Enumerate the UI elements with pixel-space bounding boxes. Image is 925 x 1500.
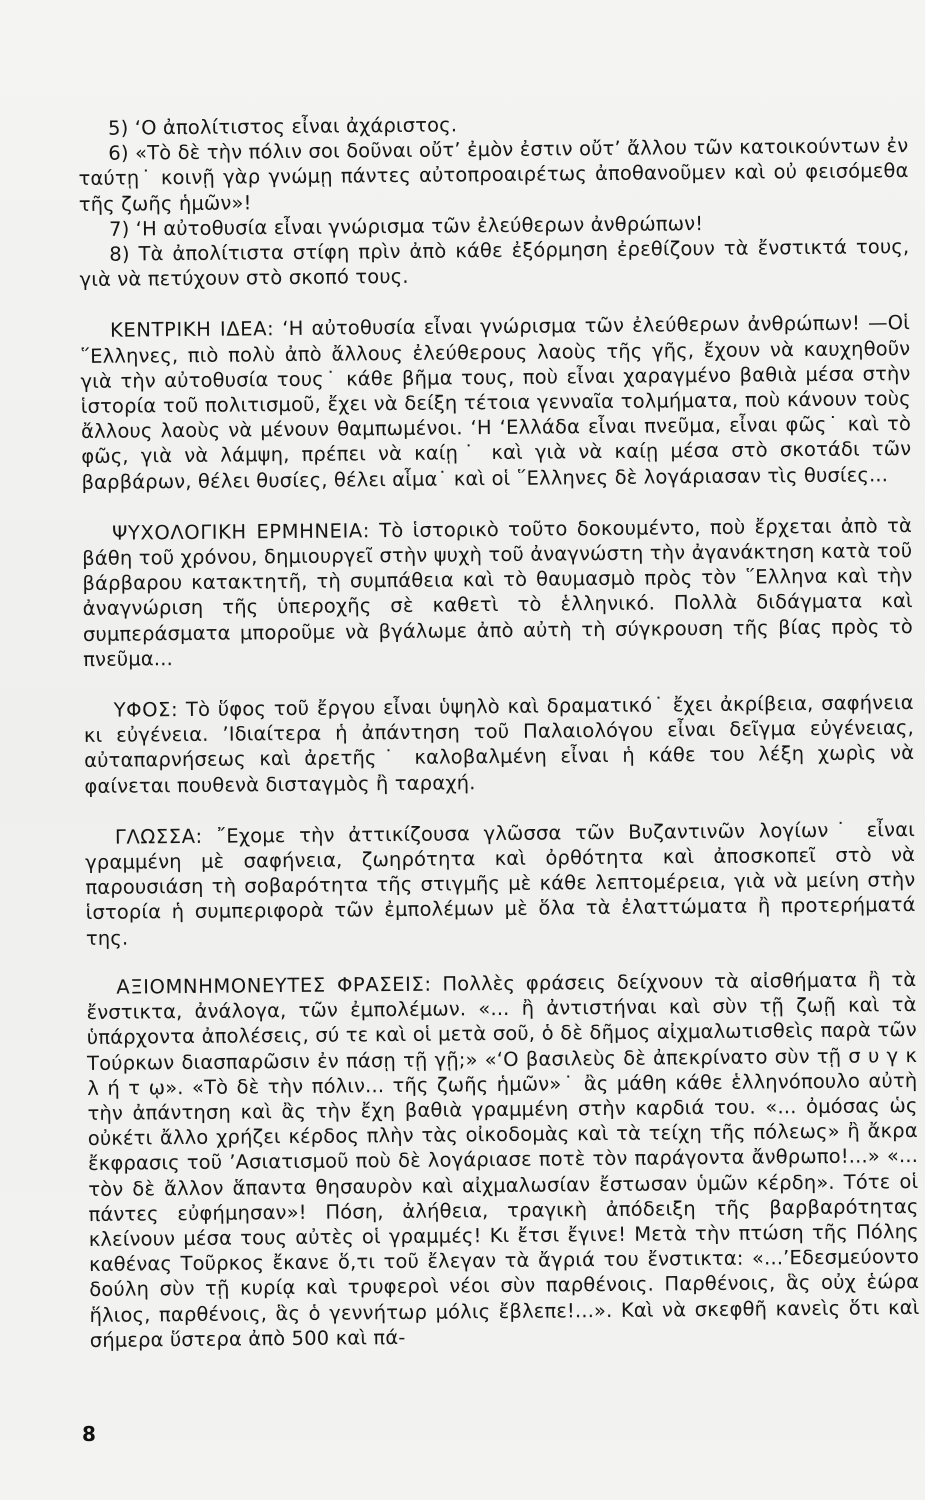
section-text-psychological: Τὸ ἱστορικὸ τοῦτο δοκουμέντο, ποὺ ἔρχεται ἀπὸ τὰ βάθη τοῦ χρόνου, δημιουργεῖ στὴν ψυχὴ τοῦ ἀναγνώστη τὴν ἀγανάκτηση κατὰ τοῦ βάρβαρου κατακτητῆ, τὴ συμπάθεια καὶ τὸ θαυμασμὸ πρὸς τὸν ῞Ελληνα καὶ τὴν ἀναγνώριση τῆς ὑπεροχῆς σὲ καθετὶ τὸ ἑλληνικό. Πολλὰ διδάγματα καὶ συμπεράσματα μποροῦμε νὰ βγάλωμε ἀπὸ αὐτὴ τὴ σύγκρουση τῆς βίας πρὸς τὸ πνεῦμα... (82, 513, 914, 671)
section-psychological (82, 513, 913, 672)
section-style (84, 690, 915, 799)
list-item-5: 5) ‘Ο ἀπολίτιστος εἶναι ἀχάριστος. (108, 113, 458, 140)
section-text-central-idea: ‘Η αὐτοθυσία εἶναι γνώρισμα τῶν ἐλεύθερων ἀνθρώπων! —Οἱ ῞Ελληνες, πιὸ πολὺ ἀπὸ ἄλλους ἐλεύθερους λαοὺς τῆς γῆς, ἔχουν νὰ καυχηθοῦν γιὰ τὴν αὐτοθυσία τους˙ κάθε βῆμα τους, ποὺ εἶναι χαραγμένο βαθιὰ μέσα στὴν ἱστορία τοῦ πολιτισμοῦ, ἔχει νὰ δείξη τέτοια γενναῖα τολμήματα, ποὺ κάνουν τοὺς ἄλλους λαοὺς νὰ μένουν θαμπωμένοι. ‘Η ‘Ελλάδα εἶναι πνεῦμα, εἶναι φῶς˙ καὶ τὸ φῶς, γιὰ νὰ λάμψη, πρέπει νὰ καίῃ˙ καὶ γιὰ νὰ καίῃ μέσα στὸ σκοτάδι τῶν βαρβάρων, θέλει θυσίες, θέλει αἷμα˙ καὶ οἱ ῞Ελληνες δὲ λογάριασαν τὶς θυσίες... (80, 311, 912, 494)
page-number: 8 (82, 1422, 96, 1446)
section-phrases (86, 967, 920, 1353)
section-text-style: Τὸ ὕφος τοῦ ἔργου εἶναι ὑψηλὸ καὶ δραματικό˙ ἔχει ἀκρίβεια, σαφήνεια κι εὐγένεια. ’Ιδιαίτερα ἡ ἀπάντηση τοῦ Παλαιολόγου εἶναι δεῖγμα εὐγένειας, αὐταπαρνήσεως καὶ ἀρετῆς˙ καλοβαλμένη εἶναι ἡ κάθε του λέξη χωρὶς νὰ φαίνεται πουθενὰ δισταγμὸς ἢ ταραχή. (83, 691, 915, 798)
section-label-style: ΥΦΟΣ: (113, 698, 179, 722)
section-label-language: ΓΛΩΣΣΑ: (114, 824, 203, 849)
section-language (85, 817, 916, 951)
section-label-psychological: ΨΥΧΟΛΟΓΙΚΗ ΕΡΜΗΝΕΙΑ: (111, 519, 371, 545)
section-label-phrases: ΑΞΙΟΜΝΗΜΟΝΕΥΤΕΣ ΦΡΑΣΕΙΣ: (116, 972, 432, 999)
list-item-6: 6) «Τὸ δὲ τὴν πόλιν σοι δοῦναι οὔτ’ ἐμὸν ἐστιν οὔτ’ ἄλλου τῶν κατοικούντων ἐν ταύτῃ˙ κοινῇ γὰρ γνώμῃ πάντες αὐτοπροαιρέτως ἀποθανοῦμεν καὶ οὐ φεισόμεθα τῆς ζωῆς ἡμῶν»! (78, 134, 909, 216)
section-text-language: ῎Εχομε τὴν ἀττικίζουσα γλῶσσα τῶν Βυζαντινῶν λογίων˙ εἶναι γραμμένη μὲ σαφήνεια, ζωηρότητα καὶ ὀρθότητα καὶ ἀποσκοπεῖ στὸ νὰ παρουσιάση τὴ σοβαρότητα τῆς στιγμῆς μὲ κάθε λεπτομέρεια, γιὰ νὰ μείνη στὴν ἱστορία ἡ συμπεριφορὰ τῶν ἐμπολέμων μὲ ὅλα τὰ ἐλαττώματα ἢ προτερήματά της. (85, 817, 916, 950)
text-column (78, 108, 920, 1353)
list-item-7: 7) ‘Η αὐτοθυσία εἶναι γνώρισμα τῶν ἐλεύθερων ἀνθρώπων! (108, 211, 704, 241)
section-text-phrases: Πολλὲς φράσεις δείχνουν τὰ αἰσθήματα ἢ τὰ ἔνστικτα, ἀνάλογα, τῶν ἐμπολέμων. «... ἢ ἀντιστήναι καὶ σὺν τῇ ζωῇ καὶ τὰ ὑπάρχοντα ἀπολέσεις, σύ τε καὶ οἱ μετὰ σοῦ, ὁ δὲ δῆμος αἰχμαλωτισθεὶς παρὰ τῶν Τούρκων διασπαρῶσιν ἐν πάσῃ τῇ γῇ;» «‘Ο βασιλεὺς δὲ ἀπεκρίνατο σὺν τῇ σ υ γ κ λ ή τ ῳ». «Τὸ δὲ τὴν πόλιν... τῆς ζωῆς ἡμῶν»˙ ἂς μάθη κάθε ἑλληνόπουλο αὐτὴ τὴν ἀπάντηση καὶ ἂς τὴν ἔχη βαθιὰ γραμμένη στὴν καρδιά του. «... ὀμόσας ὡς οὐκέτι ἄλλο χρήζει κέρδος πλὴν τὰς οἰκοδομὰς καὶ τὰ τείχη τῆς πόλεως» ἢ ἄκρα ἔκφρασις τοῦ ’Ασιατισμοῦ ποὺ δὲ λογάριασε ποτὲ τὸν παράγοντα ἄνθρωπο!...» «... τὸν δὲ ἄλλον ἅπαντα θησαυρὸν καὶ αἰχμαλωσίαν ἔστωσαν ὑμῶν κέρδη». Τότε οἱ πάντες εὐφήμησαν»! Πόση, ἀλήθεια, τραγικὴ ἀπόδειξη τῆς βαρβαρότητας κλείνουν μέσα τους αὐτὲς οἱ γραμμές! Κι ἔτσι ἔγινε! Μετὰ τὴν πτώση τῆς Πόλης καθένας Τοῦρκος ἔκανε ὅ,τι τοῦ ἔλεγαν τὰ ἄγριά του ἔνστικτα: «...’Εδεσμεύοντο δούλη σὺν τῇ κυρίᾳ καὶ τρυφεροὶ νέοι σὺν παρθένοις. Παρθένοις, ἃς οὐχ ἑώρα ἥλιος, παρθένοις, ἃς ὁ γεννήτωρ μόλις ἔβλεπε!...». Καὶ νὰ σκεφθῆ κανεὶς ὅτι καὶ σήμερα ὕστερα ἀπὸ 500 καὶ πά- (86, 967, 920, 1352)
section-label-central-idea: ΚΕΝΤΡΙΚΗ ΙΔΕΑ: (109, 317, 275, 343)
section-central-idea (80, 310, 912, 494)
list-item-8: 8) Τὰ ἀπολίτιστα στίφη πρὶν ἀπὸ κάθε ἐξόρμηση ἐρεθίζουν τὰ ἔνστικτά τους, γιὰ νὰ πετύχουν στὸ σκοπό τους. (79, 235, 910, 292)
